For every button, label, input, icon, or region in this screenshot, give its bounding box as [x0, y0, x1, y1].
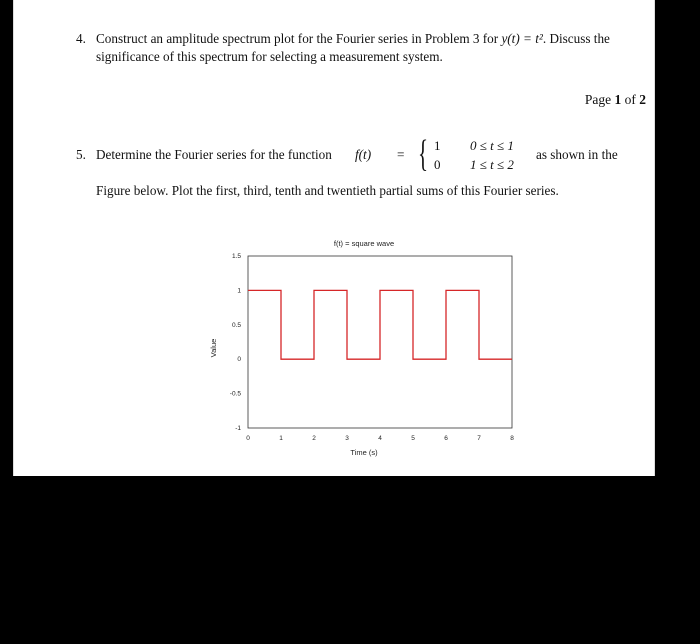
- document-page: [13, 0, 655, 476]
- x-tick-label: 5: [411, 435, 415, 442]
- y-tick-label: 1.5: [231, 253, 241, 260]
- case-2-condition: 1 ≤ t ≤ 2: [470, 157, 514, 172]
- y-tick-label: 0.5: [231, 321, 241, 329]
- piecewise-brace: {: [418, 133, 429, 175]
- x-tick-labels: [246, 435, 514, 442]
- y-tick-label: -0.5: [229, 390, 241, 398]
- x-tick-label: 4: [378, 435, 382, 442]
- x-tick-label: 7: [477, 435, 481, 442]
- problem-4-number: 4.: [76, 31, 86, 46]
- page-current: 1: [614, 92, 622, 107]
- case-2-value: 0: [434, 157, 441, 172]
- y-tick-labels: [230, 253, 242, 432]
- equals-sign: =: [397, 147, 405, 162]
- y-tick-label: 1: [237, 287, 241, 295]
- x-tick-label: 2: [312, 435, 316, 442]
- problem-5-text: Determine the Fourier series for the function: [96, 147, 332, 162]
- problem-5-text-after: as shown in the: [536, 147, 618, 162]
- x-tick-label: 8: [510, 435, 514, 442]
- chart-title: f(t) = square wave: [333, 239, 395, 248]
- y-tick-label: 0: [237, 356, 241, 364]
- x-tick-label: 6: [444, 435, 448, 442]
- problem-4-line-2: significance of this spectrum for selecting a measurement system.: [96, 49, 443, 64]
- problem-4-text: Construct an amplitude spectrum plot for the Fourier series in Problem 3 for: [96, 31, 502, 46]
- page-total: 2: [639, 92, 646, 107]
- y-tick-label: -1: [235, 425, 241, 432]
- problem-5-line-2: Figure below. Plot the first, third, tenth and twentieth partial sums of this Fourier series.: [96, 183, 559, 198]
- problem-4-math: y(t) = t²: [501, 31, 543, 46]
- chart-x-axis-label: Time (s): [350, 448, 378, 457]
- chart-y-axis-label: Value: [209, 338, 218, 358]
- problem-4-line-1-end: . Discuss the: [542, 31, 610, 46]
- problem-5-number: 5.: [76, 147, 86, 162]
- function-symbol: f(t): [355, 147, 372, 162]
- page-of: of: [621, 92, 640, 107]
- x-tick-label: 0: [246, 435, 250, 442]
- x-tick-label: 1: [279, 435, 283, 442]
- square-wave-chart: [14, 0, 654, 476]
- x-tick-label: 3: [345, 435, 349, 442]
- case-1-value: 1: [434, 138, 441, 153]
- page-prefix: Page: [584, 92, 615, 107]
- case-1-condition: 0 ≤ t ≤ 1: [470, 138, 514, 153]
